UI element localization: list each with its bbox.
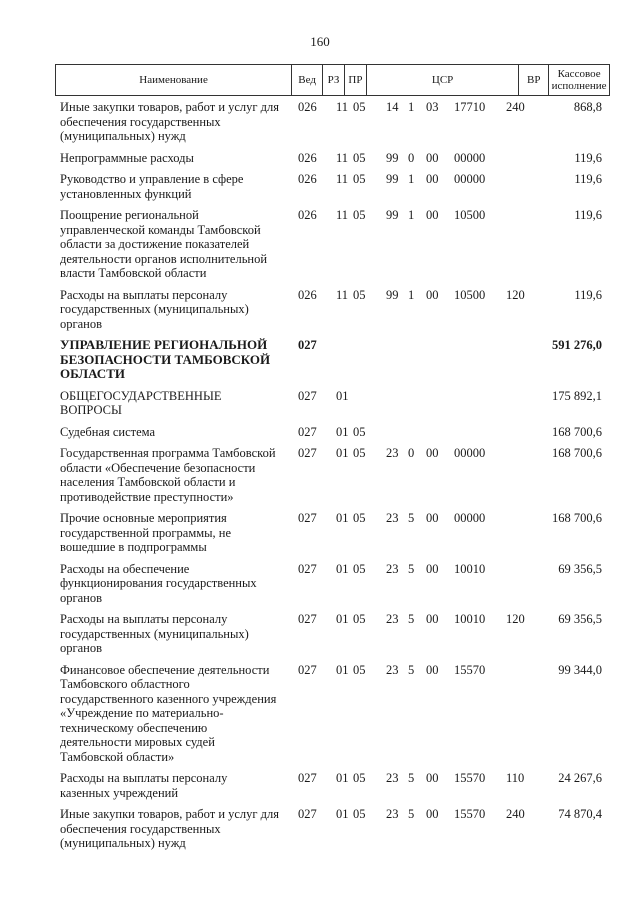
- row-pr: 05: [353, 612, 366, 626]
- header-vr: ВР: [519, 65, 549, 95]
- row-name: ОБЩЕГОСУДАРСТВЕННЫЕ ВОПРОСЫ: [60, 388, 222, 417]
- row-p4: 15570: [454, 662, 486, 677]
- header-kassovoe-ispolnenie: Кассовое исполнение: [551, 68, 607, 92]
- header-name: Наименование: [56, 65, 292, 95]
- row-ved: 027: [298, 612, 317, 626]
- table-body: [60, 100, 610, 858]
- row-p3: 03: [426, 100, 439, 114]
- row-vr: 110: [506, 771, 525, 785]
- row-ved: 026: [298, 208, 317, 222]
- row-ved: 027: [298, 511, 317, 525]
- row-p2: 5: [408, 561, 415, 576]
- row-p3: 00: [426, 150, 439, 165]
- row-pr: 05: [353, 208, 366, 222]
- row-name: Непрограммные расходы: [60, 150, 194, 165]
- row-kas: 119,6: [574, 150, 602, 165]
- row-p3: 00: [426, 561, 439, 576]
- row-kas: 119,6: [574, 208, 602, 222]
- row-rz: 11: [336, 287, 349, 302]
- row-pr: 05: [353, 172, 366, 186]
- row-p2: 5: [408, 771, 415, 785]
- row-ved: 027: [298, 807, 317, 821]
- row-ved: 026: [298, 100, 317, 114]
- row-pr: 05: [353, 287, 366, 302]
- row-kas: 168 700,6: [552, 511, 602, 525]
- row-ved: 026: [298, 172, 317, 186]
- row-kas: 119,6: [574, 287, 602, 302]
- row-pr: 05: [353, 424, 366, 439]
- table-row: [60, 208, 610, 281]
- row-kas: 591 276,0: [552, 338, 602, 352]
- row-name: Иные закупки товаров, работ и услуг для обеспечения государственных (муниципальных) нужд: [60, 100, 280, 143]
- row-kas: 168 700,6: [552, 424, 602, 439]
- row-p1: 23: [386, 807, 399, 821]
- row-kas: 74 870,4: [558, 807, 602, 821]
- header-pr: ПР: [345, 65, 367, 95]
- table-row: [60, 612, 610, 656]
- table-row: [60, 562, 610, 606]
- row-p3: 00: [426, 511, 439, 525]
- row-p3: 00: [426, 208, 439, 222]
- row-pr: 05: [353, 511, 366, 525]
- row-kas: 69 356,5: [558, 612, 602, 626]
- row-p4: 15570: [454, 771, 486, 785]
- row-ved: 026: [298, 150, 317, 165]
- header-csr: ЦСР: [367, 65, 519, 95]
- table-row: [60, 446, 610, 504]
- row-rz: 01: [336, 561, 349, 576]
- row-pr: 05: [353, 807, 366, 821]
- row-pr: 05: [353, 662, 366, 677]
- row-ved: 027: [298, 771, 317, 785]
- row-name: Расходы на выплаты персоналу государственных (муниципальных) органов: [60, 287, 249, 331]
- table-row: [60, 100, 610, 144]
- row-p4: 10500: [454, 287, 486, 302]
- row-rz: 01: [336, 807, 349, 821]
- table-row: [60, 807, 610, 851]
- row-kas: 168 700,6: [552, 446, 602, 460]
- row-p1: 99: [386, 208, 399, 222]
- row-ved: 027: [298, 424, 317, 439]
- row-p2: 0: [408, 446, 415, 460]
- row-name: УПРАВЛЕНИЕ РЕГИОНАЛЬНОЙ БЕЗОПАСНОСТИ ТАМБОВСКОЙ ОБЛАСТИ: [60, 337, 271, 381]
- row-name: Финансовое обеспечение деятельности Тамбовского областного государственного казенного учреждения «Учреждение по материально-техническому обеспечению деятельности мировых судей Тамбовской области»: [60, 662, 277, 764]
- row-p2: 5: [408, 807, 415, 821]
- row-ved: 027: [298, 662, 317, 677]
- row-p3: 00: [426, 287, 439, 302]
- row-p4: 00000: [454, 150, 486, 165]
- row-kas: 868,8: [573, 100, 602, 114]
- row-pr: 05: [353, 446, 366, 460]
- row-ved: 027: [298, 561, 317, 576]
- row-pr: 05: [353, 100, 366, 114]
- row-p3: 00: [426, 446, 439, 460]
- row-name: Руководство и управление в сфере установленных функций: [60, 172, 244, 201]
- table-row: [60, 151, 610, 166]
- row-name: Расходы на выплаты персоналу государственных (муниципальных) органов: [60, 612, 249, 655]
- row-rz: 01: [336, 511, 349, 525]
- row-p4: 15570: [454, 807, 486, 821]
- row-kas: 99 344,0: [558, 662, 602, 677]
- row-pr: 05: [353, 561, 366, 576]
- row-vr: 120: [506, 612, 525, 626]
- row-p2: 1: [408, 172, 415, 186]
- row-name: Прочие основные мероприятия государственной программы, не вошедшие в подпрограммы: [60, 511, 232, 554]
- row-p2: 0: [408, 150, 415, 165]
- row-rz: 01: [336, 771, 349, 785]
- row-p4: 00000: [454, 172, 486, 186]
- row-name: Поощрение региональной управленческой команды Тамбовской области за достижение показателей деятельности органов исполнительной власти Тамбовской области: [60, 208, 268, 280]
- row-p1: 23: [386, 612, 399, 626]
- table-row: [60, 288, 610, 332]
- row-p1: 23: [386, 561, 399, 576]
- row-rz: 11: [336, 100, 349, 114]
- row-vr: 240: [506, 807, 525, 821]
- row-pr: 05: [353, 150, 366, 165]
- row-rz: 11: [336, 208, 349, 222]
- row-pr: 05: [353, 771, 366, 785]
- row-ved: 026: [298, 287, 317, 302]
- row-rz: 01: [336, 446, 349, 460]
- row-name: Государственная программа Тамбовской области «Обеспечение безопасности населения Тамбовской области и противодействие преступности»: [60, 446, 276, 504]
- row-p4: 10010: [454, 561, 486, 576]
- table-row: [60, 172, 610, 201]
- row-name: Расходы на обеспечение функционирования государственных органов: [60, 561, 257, 605]
- row-rz: 11: [336, 150, 349, 165]
- row-kas: 24 267,6: [558, 771, 602, 785]
- row-p1: 23: [386, 511, 399, 525]
- row-kas: 175 892,1: [552, 388, 602, 403]
- row-p2: 1: [408, 287, 415, 302]
- row-p4: 10500: [454, 208, 486, 222]
- row-ved: 027: [298, 388, 317, 403]
- row-p3: 00: [426, 662, 439, 677]
- row-p4: 00000: [454, 511, 486, 525]
- table-row: [60, 389, 610, 418]
- row-p2: 5: [408, 612, 415, 626]
- table-row: [60, 663, 610, 765]
- row-vr: 120: [506, 287, 525, 302]
- header-rz: РЗ: [323, 65, 345, 95]
- row-p1: 99: [386, 287, 399, 302]
- row-p1: 23: [386, 446, 399, 460]
- row-kas: 69 356,5: [558, 561, 602, 576]
- row-p4: 10010: [454, 612, 486, 626]
- row-rz: 01: [336, 612, 349, 626]
- row-p1: 14: [386, 100, 399, 114]
- row-p3: 00: [426, 172, 439, 186]
- row-rz: 11: [336, 172, 349, 186]
- table-row: [60, 771, 610, 800]
- row-p2: 1: [408, 208, 415, 222]
- row-name: Судебная система: [60, 424, 156, 439]
- row-ved: 027: [298, 338, 317, 352]
- row-ved: 027: [298, 446, 317, 460]
- row-p2: 5: [408, 511, 415, 525]
- row-rz: 01: [336, 388, 349, 403]
- table-row: [60, 425, 610, 440]
- row-kas: 119,6: [574, 172, 602, 186]
- row-p4: 17710: [454, 100, 486, 114]
- table-row: [60, 511, 610, 555]
- row-p3: 00: [426, 612, 439, 626]
- page-number: 160: [310, 34, 330, 49]
- row-p3: 00: [426, 771, 439, 785]
- row-rz: 01: [336, 424, 349, 439]
- row-name: Расходы на выплаты персоналу казенных учреждений: [60, 771, 228, 800]
- header-ved: Вед: [292, 65, 323, 95]
- row-p1: 23: [386, 771, 399, 785]
- row-p1: 99: [386, 150, 399, 165]
- table-header: [55, 64, 610, 96]
- row-p1: 99: [386, 172, 399, 186]
- table-row: [60, 338, 610, 382]
- row-p4: 00000: [454, 446, 486, 460]
- row-rz: 01: [336, 662, 349, 677]
- row-p2: 1: [408, 100, 415, 114]
- row-p3: 00: [426, 807, 439, 821]
- row-vr: 240: [506, 100, 525, 114]
- row-name: Иные закупки товаров, работ и услуг для обеспечения государственных (муниципальных) нужд: [60, 807, 280, 850]
- row-p1: 23: [386, 662, 399, 677]
- row-p2: 5: [408, 662, 415, 677]
